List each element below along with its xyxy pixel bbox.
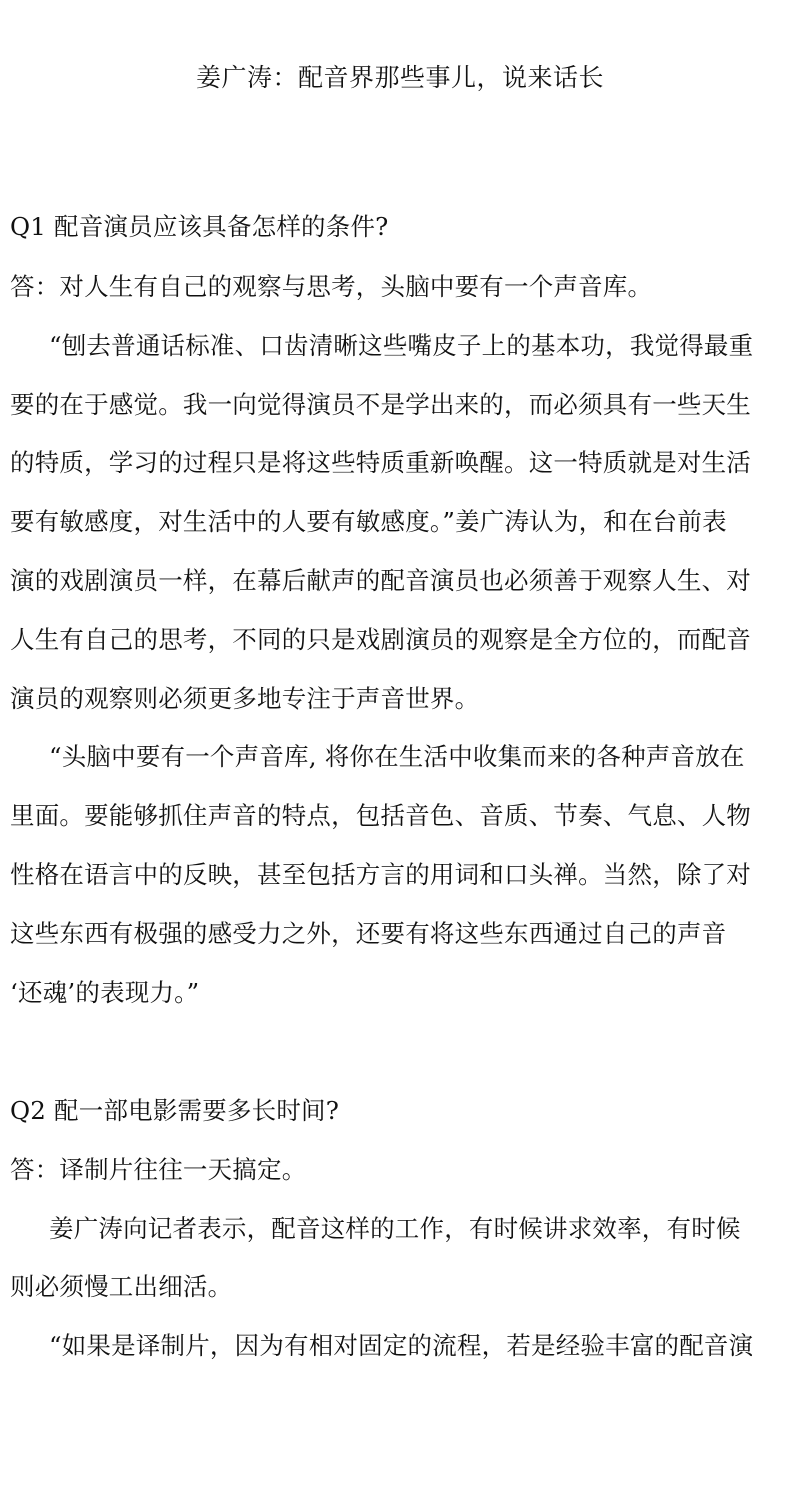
q1-p2-line: ‘还魂’的表现力。” bbox=[10, 978, 200, 1007]
q1-p2-line: 性格在语言中的反映，甚至包括方言的用词和口头禅。当然，除了对 bbox=[10, 860, 751, 889]
q1-question: Q1 配音演员应该具备怎样的条件? bbox=[10, 212, 389, 241]
q1-p1-line: 人生有自己的思考，不同的只是戏剧演员的观察是全方位的，而配音 bbox=[10, 625, 751, 654]
q2-p2-line: “如果是译制片，因为有相对固定的流程，若是经验丰富的配音演 bbox=[49, 1331, 754, 1360]
q1-p2-line: 里面。要能够抓住声音的特点，包括音色、音质、节奏、气息、人物 bbox=[10, 801, 751, 830]
q1-p1-line: 演的戏剧演员一样，在幕后献声的配音演员也必须善于观察人生、对 bbox=[10, 566, 751, 595]
article-title: 姜广涛：配音界那些事儿，说来话长 bbox=[195, 63, 604, 92]
q1-p1-line: 要的在于感觉。我一向觉得演员不是学出来的，而必须具有一些天生 bbox=[10, 390, 751, 419]
q1-p1-line: 要有敏感度，对生活中的人要有敏感度。”姜广涛认为，和在台前表 bbox=[10, 507, 727, 536]
q2-answer: 答：译制片往往一天搞定。 bbox=[10, 1155, 307, 1184]
q1-p1-line: “刨去普通话标准、口齿清晰这些嘴皮子上的基本功，我觉得最重 bbox=[49, 331, 754, 360]
q1-answer: 答：对人生有自己的观察与思考，头脑中要有一个声音库。 bbox=[10, 272, 653, 301]
q1-p1-line: 的特质，学习的过程只是将这些特质重新唤醒。这一特质就是对生活 bbox=[10, 448, 751, 477]
q2-question: Q2 配一部电影需要多长时间? bbox=[10, 1096, 340, 1125]
q1-p2-line: 这些东西有极强的感受力之外，还要有将这些东西通过自己的声音 bbox=[10, 919, 727, 948]
q1-p1-line: 演员的观察则必须更多地专注于声音世界。 bbox=[10, 684, 480, 713]
q2-p1-line: 则必须慢工出细活。 bbox=[10, 1272, 233, 1301]
q2-p1-line: 姜广涛向记者表示，配音这样的工作，有时候讲求效率，有时候 bbox=[49, 1214, 741, 1243]
q1-p2-line: “头脑中要有一个声音库, 将你在生活中收集而来的各种声音放在 bbox=[49, 742, 745, 771]
